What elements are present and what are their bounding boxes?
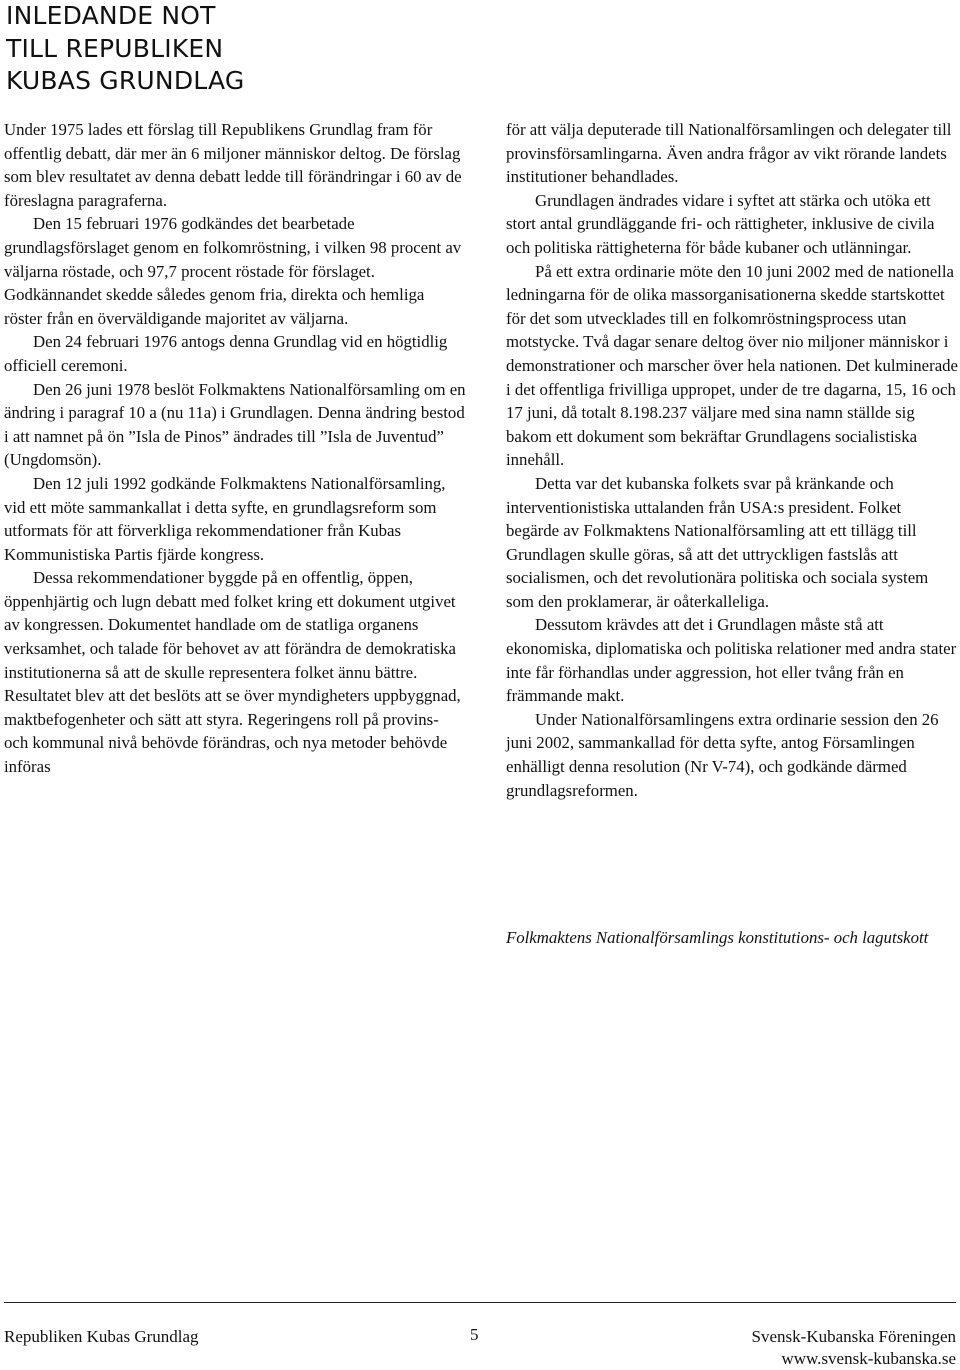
signature: Folkmaktens Nationalförsamlings konstitutions- och lagutskott xyxy=(506,928,929,947)
title-line-2: TILL REPUBLIKEN xyxy=(6,33,224,63)
paragraph: Den 12 juli 1992 godkände Folkmaktens Nationalförsamling, vid ett möte sammankallat i detta syfte, en grundlagsreform som utformats för att förverkliga rekommendationer från Kubas Kommunistiska Partis fjärde kongress. xyxy=(4,473,446,564)
paragraph: Under 1975 lades ett förslag till Republikens Grundlag fram för offentlig debatt, där mer än 6 miljoner människor deltog. De förslag som blev resultatet av denna debatt ledde till förändringar i 60 av de föreslagna paragraferna. xyxy=(4,120,462,210)
paragraph: Grundlagen ändrades vidare i syftet att stärka och utöka ett stort antal grundläggande fri- och rättigheter, inklusive de civila och politiska rättigheterna för både kubaner och utlänningar. xyxy=(506,190,935,257)
footer-organization xyxy=(752,1326,956,1370)
paragraph: Detta var det kubanska folkets svar på kränkande och interventionistiska uttalanden från USA:s president. Folket begärde av Folkmaktens Nationalförsamling att ett tillägg till Grundlagen skulle göras, så att det uttryckligen fastslås att socialismen, och det revolutionära politiska och sociala system som den proklamerar, är oåterkalleliga. xyxy=(506,473,929,611)
title-line-3: KUBAS GRUNDLAG xyxy=(6,66,245,95)
paragraph: På ett extra ordinarie möte den 10 juni 2002 med de nationella ledningarna för de olika massorganisationerna skedde startskottet för det som utvecklades till en folkomröstningsprocess utan motstycke. Två dagar senare deltog över nio miljoner människor i demonstrationer och marscher över hela nationen. Det kulminerade i det offentliga frivilliga uppropet, under de tre dagarna, 15, 16 och 17 juni, då totalt 8.198.237 väljare med sina namn ställde sig bakom ett dokument som bekräftar Grundlagens socialistiska innehåll. xyxy=(506,261,958,470)
paragraph: Dessutom krävdes att det i Grundlagen måste stå att ekonomiska, diplomatiska och politiska relationer med andra stater inte får förhandlas under aggression, hot eller tvång från en främmande makt. xyxy=(506,615,957,706)
paragraph: Dessa rekommendationer byggde på en offentlig, öppen, öppenhjärtig och lugn debatt med folket kring ett dokument utgivet av kongressen. Dokumentet handlade om de statliga organens verksamhet, och talade för behovet av att förändra de demokratiska institutionerna så att de skulle representera folket ännu bättre. Resultatet blev att det beslöts att se över myndigheters uppbyggnad, maktbefogenheter och sätt att styra. Regeringens roll på provins- och kommunal nivå behövde förändras, och nya metoder behövde införas xyxy=(4,568,461,777)
paragraph: för att välja deputerade till Nationalförsamlingen och delegater till provinsförsamlingarna. Även andra frågor av vikt rörande landets institutioner behandlades. xyxy=(506,120,952,187)
paragraph: Under Nationalförsamlingens extra ordinarie session den 26 juni 2002, sammankallad för detta syfte, antog Församlingen enhälligt denna resolution (Nr V-74), och godkände därmed grundlagsreformen. xyxy=(506,709,939,800)
page-number: 5 xyxy=(470,1325,479,1344)
document-title xyxy=(6,0,244,98)
right-column xyxy=(506,118,958,802)
footer-website-link[interactable]: www.svensk-kubanska.se xyxy=(781,1349,956,1368)
paragraph: Den 15 februari 1976 godkändes det bearbetade grundlagsförslaget genom en folkomröstning, i vilken 98 procent av väljarna röstade, och 97,7 procent röstade för förslaget. Godkännandet skedde således genom fria, direkta och hemliga röster från en överväldigande majoritet av väljarna. xyxy=(4,214,462,328)
title-line-1: INLEDANDE NOT xyxy=(6,1,216,30)
left-column xyxy=(4,118,466,779)
footer-publication-title: Republiken Kubas Grundlag xyxy=(4,1327,199,1346)
footer-organization-name: Svensk-Kubanska Föreningen xyxy=(751,1327,956,1346)
paragraph: Den 24 februari 1976 antogs denna Grundlag vid en högtidlig officiell ceremoni. xyxy=(4,332,448,375)
footer-divider xyxy=(4,1302,956,1303)
paragraph: Den 26 juni 1978 beslöt Folkmaktens Nationalförsamling om en ändring i paragraf 10 a (nu 11a) i Grundlagen. Denna ändring bestod i att namnet på ön ”Isla de Pinos” ändrades till ”Isla de Juventud” (Ungdomsön). xyxy=(4,379,466,470)
